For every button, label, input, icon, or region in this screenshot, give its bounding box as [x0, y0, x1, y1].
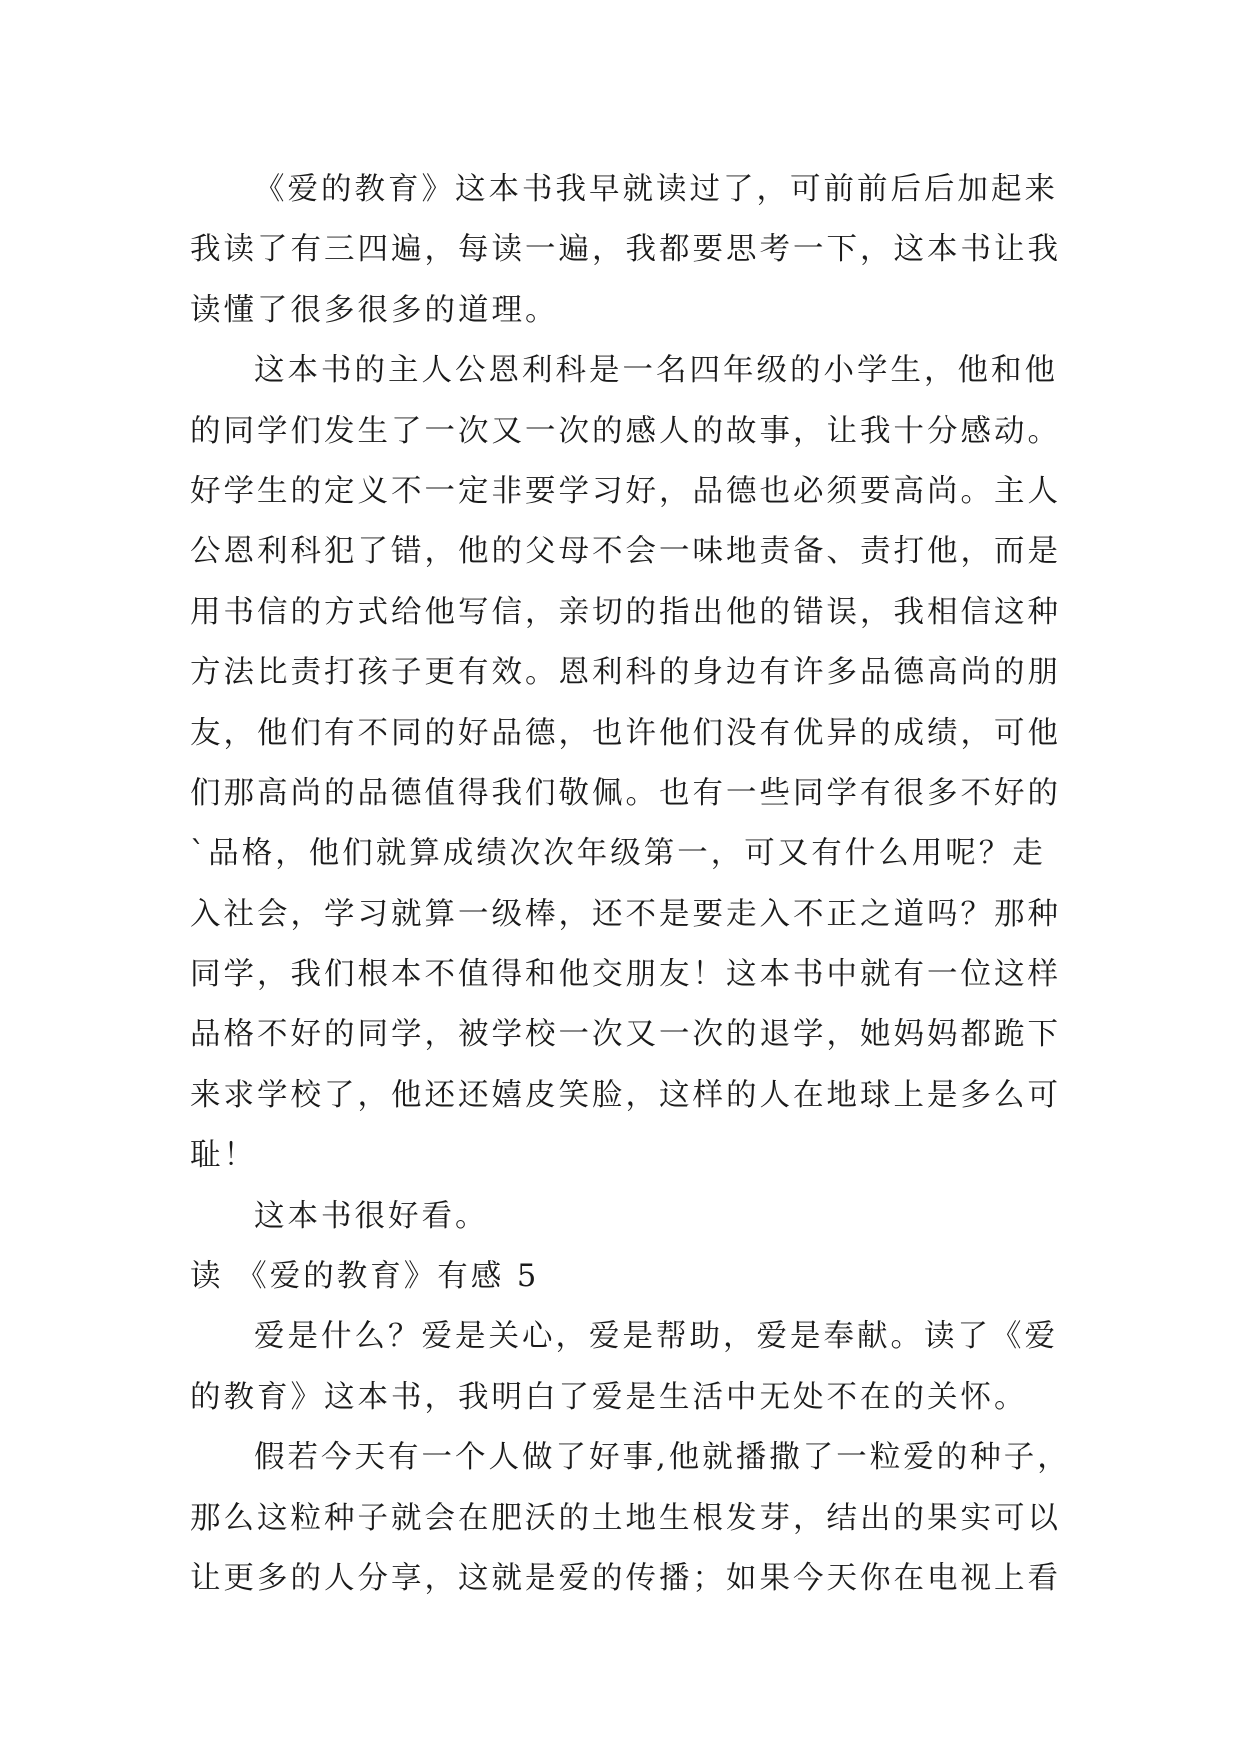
section-heading: 读 《爱的教育》有感 5	[190, 1259, 540, 1295]
text-line: 品格不好的同学，被学校一次又一次的退学，她妈妈都跪下	[190, 1017, 1061, 1053]
text-line: 公恩利科犯了错，他的父母不会一味地责备、责打他，而是	[190, 534, 1061, 570]
text-line: 这本书很好看。	[254, 1198, 489, 1234]
text-line: 的教育》这本书，我明白了爱是生活中无处不在的关怀。	[190, 1379, 1028, 1415]
text-line: 的同学们发生了一次又一次的感人的故事，让我十分感动。	[190, 413, 1061, 449]
text-line: 入社会，学习就算一级棒，还不是要走入不正之道吗？那种	[190, 896, 1061, 932]
text-line: `品格，他们就算成绩次次年级第一，可又有什么用呢？走	[190, 836, 1046, 872]
text-line: 假若今天有一个人做了好事,他就播撒了一粒爱的种子，	[254, 1440, 1071, 1476]
text-line: 好学生的定义不一定非要学习好，品德也必须要高尚。主人	[190, 473, 1061, 509]
text-line: 友，他们有不同的好品德，也许他们没有优异的成绩，可他	[190, 715, 1061, 751]
text-line: 《爱的教育》这本书我早就读过了，可前前后后加起来	[254, 172, 1058, 207]
document-body	[190, 160, 1071, 1609]
text-line: 方法比责打孩子更有效。恩利科的身边有许多品德高尚的朋	[190, 655, 1061, 691]
text-line: 们那高尚的品德值得我们敬佩。也有一些同学有很多不好的	[190, 775, 1061, 811]
text-line: 用书信的方式给他写信，亲切的指出他的错误，我相信这种	[190, 594, 1061, 630]
text-line: 爱是什么？爱是关心，爱是帮助，爱是奉献。读了《爱	[254, 1319, 1058, 1355]
text-line: 同学，我们根本不值得和他交朋友！这本书中就有一位这样	[190, 957, 1061, 993]
text-line: 来求学校了，他还还嬉皮笑脸，这样的人在地球上是多么可	[190, 1077, 1061, 1113]
text-line: 读懂了很多很多的道理。	[190, 292, 559, 328]
text-line: 我读了有三四遍，每读一遍，我都要思考一下，这本书让我	[190, 232, 1061, 268]
text-line: 那么这粒种子就会在肥沃的土地生根发芽，结出的果实可以	[190, 1500, 1061, 1536]
text-line: 耻！	[190, 1138, 257, 1174]
text-line: 这本书的主人公恩利科是一名四年级的小学生，他和他	[254, 353, 1058, 389]
text-line: 让更多的人分享，这就是爱的传播；如果今天你在电视上看	[190, 1560, 1061, 1596]
